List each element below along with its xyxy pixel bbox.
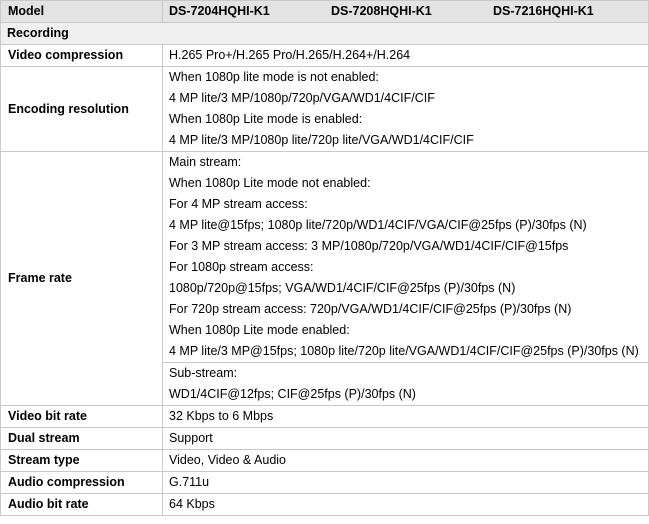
row-value <box>163 152 649 363</box>
row-label: Frame rate <box>1 152 163 406</box>
row-dual-stream <box>1 428 649 450</box>
row-video-compression <box>1 45 649 67</box>
value-line: 4 MP lite@15fps; 1080p lite/720p/WD1/4CIF/VGA/CIF@25fps (P)/30fps (N) <box>169 218 587 232</box>
row-audio-bit-rate <box>1 494 649 516</box>
row-label: Encoding resolution <box>1 67 163 152</box>
row-encoding-resolution <box>1 67 649 152</box>
row-audio-compression <box>1 472 649 494</box>
row-label: Audio bit rate <box>1 494 163 516</box>
row-value: Support <box>163 428 649 450</box>
row-value: 32 Kbps to 6 Mbps <box>163 406 649 428</box>
value-line: 4 MP lite/3 MP/1080p/720p/VGA/WD1/4CIF/CIF <box>169 91 435 105</box>
value-line: When 1080p lite mode is not enabled: <box>169 70 379 84</box>
row-value <box>163 363 649 406</box>
row-value <box>163 67 649 152</box>
value-line: Sub-stream: <box>169 366 238 380</box>
section-row-recording <box>1 23 649 45</box>
model-name-3: DS-7216HQHI-K1 <box>493 4 594 18</box>
model-name-2: DS-7208HQHI-K1 <box>331 4 432 18</box>
row-frame-rate-main <box>1 152 649 363</box>
model-names <box>163 1 649 23</box>
row-value: H.265 Pro+/H.265 Pro/H.265/H.264+/H.264 <box>163 45 649 67</box>
value-line: 4 MP lite/3 MP@15fps; 1080p lite/720p lite/VGA/WD1/4CIF/CIF@25fps (P)/30fps (N) <box>169 344 639 358</box>
value-line: 1080p/720p@15fps; VGA/WD1/4CIF/CIF@25fps (P)/30fps (N) <box>169 281 516 295</box>
value-line: WD1/4CIF@12fps; CIF@25fps (P)/30fps (N) <box>169 387 416 401</box>
model-header-row <box>1 1 649 23</box>
row-stream-type <box>1 450 649 472</box>
value-line: Main stream: <box>169 155 242 169</box>
row-value: G.711u <box>163 472 649 494</box>
value-line: When 1080p Lite mode enabled: <box>169 323 350 337</box>
value-line: For 4 MP stream access: <box>169 197 308 211</box>
row-label: Video compression <box>1 45 163 67</box>
value-line: 4 MP lite/3 MP/1080p lite/720p lite/VGA/WD1/4CIF/CIF <box>169 133 474 147</box>
row-label: Audio compression <box>1 472 163 494</box>
row-label: Dual stream <box>1 428 163 450</box>
value-line: For 720p stream access: 720p/VGA/WD1/4CIF/CIF@25fps (P)/30fps (N) <box>169 302 572 316</box>
row-video-bit-rate <box>1 406 649 428</box>
value-line: When 1080p Lite mode not enabled: <box>169 176 371 190</box>
row-value: 64 Kbps <box>163 494 649 516</box>
value-line: For 3 MP stream access: 3 MP/1080p/720p/VGA/WD1/4CIF/CIF@15fps <box>169 239 569 253</box>
value-line: When 1080p Lite mode is enabled: <box>169 112 363 126</box>
value-line: For 1080p stream access: <box>169 260 314 274</box>
model-label: Model <box>1 1 163 23</box>
model-name-1: DS-7204HQHI-K1 <box>169 4 270 18</box>
row-value: Video, Video & Audio <box>163 450 649 472</box>
row-label: Stream type <box>1 450 163 472</box>
row-label: Video bit rate <box>1 406 163 428</box>
section-title: Recording <box>1 23 649 45</box>
